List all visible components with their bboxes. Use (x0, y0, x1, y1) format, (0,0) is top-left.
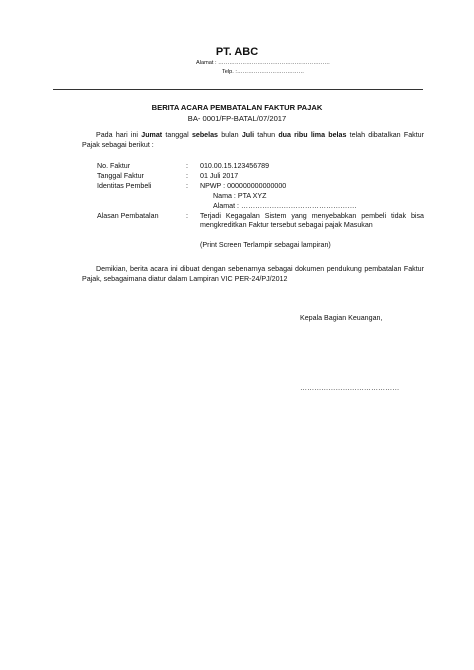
intro-month: Juli (241, 131, 255, 139)
phone-dots: :……………………………… (235, 69, 305, 75)
document-number: BA- 0001/FP-BATAL/07/2017 (187, 114, 287, 123)
no-faktur-colon: : (186, 162, 188, 170)
intro-year: dua ribu lima belas (278, 131, 347, 139)
document-title: BERITA ACARA PEMBATALAN FAKTUR PAJAK (151, 103, 323, 112)
header-divider (53, 89, 423, 90)
alasan-pembatalan-colon: : (186, 212, 188, 220)
alasan-pembatalan-label: Alasan Pembatalan (97, 212, 159, 220)
tanggal-faktur-label: Tanggal Faktur (97, 172, 144, 180)
alamat-value: Alamat : …………………………………………. (213, 202, 357, 210)
intro-text-5: telah dibatalkan Faktur Pajak sebagai berikut : (82, 131, 424, 149)
tanggal-faktur-colon: : (186, 172, 188, 180)
no-faktur-value: 010.00.15.123456789 (200, 162, 270, 170)
closing-text: Demikian, berita acara ini dibuat dengan sebenarnya sebagai dokumen pendukung pembatalan Faktur Pajak, sebagaimana diatur dalam Lampiran VIC PER-24/PJ/2012 (82, 265, 424, 283)
company-name: PT. ABC (215, 46, 259, 58)
identitas-pembeli-colon: : (186, 182, 188, 190)
phone-label: Telp. (222, 69, 234, 75)
address-line (196, 60, 330, 66)
intro-day: Jumat (141, 131, 163, 139)
phone-line (222, 69, 304, 75)
intro-text-2: tanggal (162, 131, 192, 139)
alasan-note: (Print Screen Terlampir sebagai lampiran) (200, 241, 331, 249)
closing-paragraph (82, 264, 424, 284)
no-faktur-label: No. Faktur (97, 162, 131, 170)
npwp-value: NPWP : 000000000000000 (200, 182, 287, 190)
signature-line: …………………………………… (300, 384, 400, 392)
alasan-pembatalan-value: Terjadi Kegagalan Sistem yang menyebabkan pembeli tidak bisa mengkreditkan Faktur tersebut sebagai pajak Masukan (200, 212, 424, 230)
address-dots: …………………………………………………… (218, 60, 330, 66)
address-label: Alamat : (196, 60, 217, 66)
intro-paragraph (82, 130, 424, 150)
intro-text-4: tahun (254, 131, 279, 139)
nama-value: Nama : PTA XYZ (213, 192, 267, 200)
tanggal-faktur-value: 01 Juli 2017 (200, 172, 239, 180)
signature-role: Kepala Bagian Keuangan, (300, 314, 383, 322)
identitas-pembeli-label: Identitas Pembeli (97, 182, 152, 190)
intro-date: sebelas (191, 131, 218, 139)
intro-text-3: bulan (217, 131, 242, 139)
intro-text-1: Pada hari ini (96, 131, 142, 139)
